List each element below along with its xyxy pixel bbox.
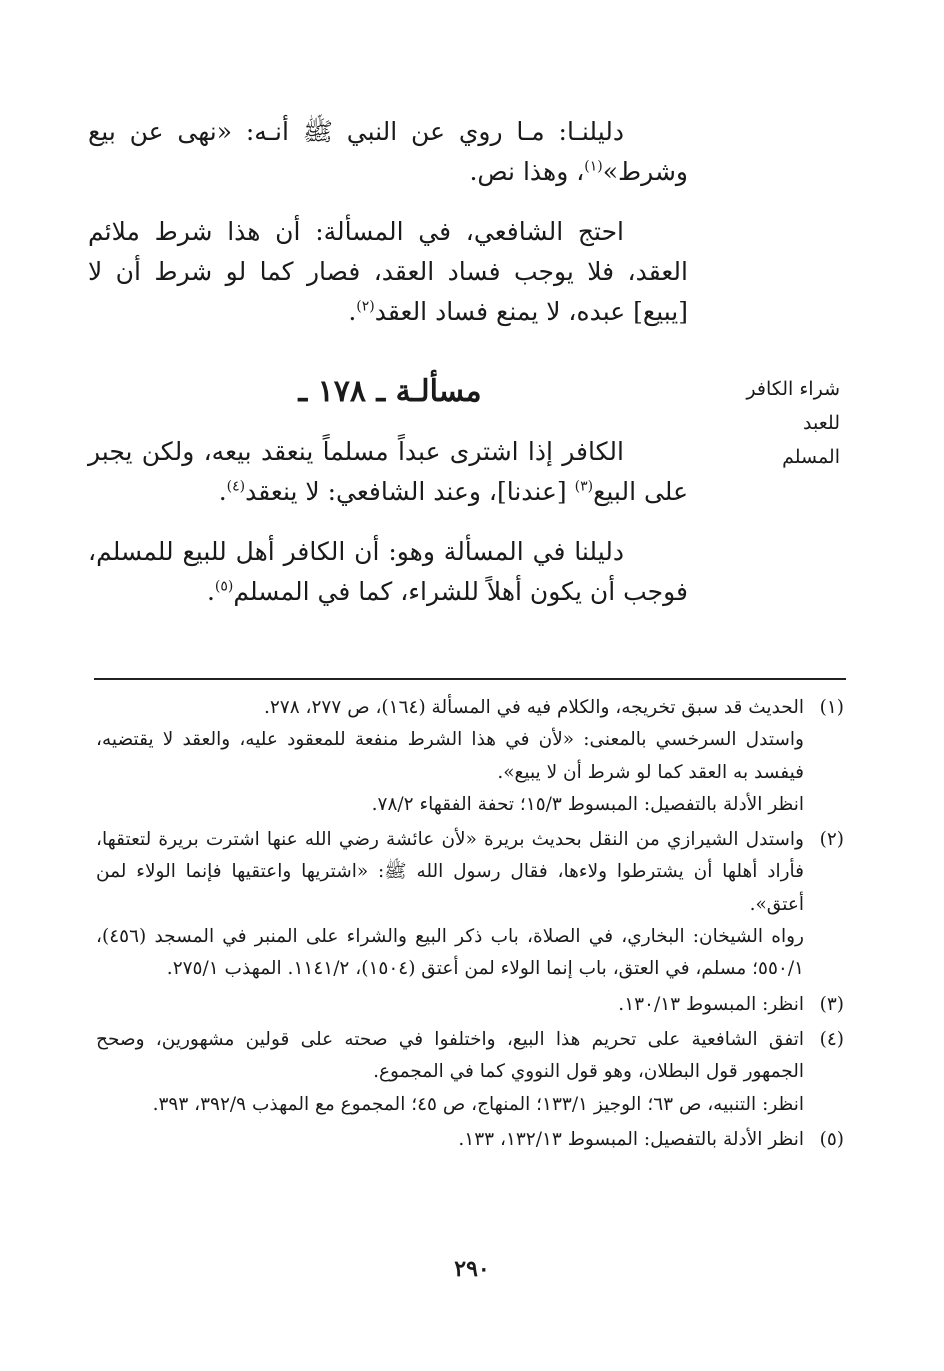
footnote-line: الحديث قد سبق تخريجه، والكلام فيه في المسألة (١٦٤)، ص ٢٧٧، ٢٧٨.	[263, 697, 804, 718]
paragraph-ruling	[88, 432, 688, 512]
footnote-5	[96, 1124, 844, 1156]
footnote-4	[96, 1024, 844, 1121]
paragraph-shafii-argument	[88, 212, 688, 332]
paragraph-text: دليلنا في المسألة وهو: أن الكافر أهل للبيع للمسلم، فوجب أن يكون أهلاً للشراء، كما في المسلم	[88, 537, 688, 606]
paragraph-text: الكافر إذا اشترى عبداً مسلماً ينعقد بيعه، ولكن يجبر على البيع	[88, 437, 688, 506]
paragraph-text-end: .	[218, 477, 227, 506]
footnotes	[96, 692, 844, 1159]
footnote-ref-4[interactable]: (٤)	[226, 478, 246, 495]
footnote-2	[96, 824, 844, 985]
paragraph-text-end: .	[206, 577, 215, 606]
footnote-3	[96, 989, 844, 1021]
footnote-number: (٣)	[819, 993, 844, 1015]
paragraph-text-end: ، وهذا نص.	[469, 157, 585, 186]
issue-heading: مسألـة ـ ١٧٨ ـ	[298, 374, 482, 409]
footnote-line: رواه الشيخان: البخاري، في الصلاة، باب ذكر البيع والشراء على المنبر في المسجد (٤٥٦)، ٥٥٠/١؛ مسلم، في العتق، باب إنما الولاء لمن أعتق (١٥٠٤)، ١١٤١/٢. المهذب ٢٧٥/١.	[96, 926, 804, 980]
footnote-number: (٤)	[819, 1028, 844, 1050]
margin-note: شراء الكافر للعبد المسلم	[746, 378, 840, 468]
footnote-number: (٥)	[819, 1128, 844, 1150]
footnote-number: (٢)	[819, 829, 844, 851]
footnote-ref-3[interactable]: (٣)	[574, 478, 594, 495]
footnote-line: انظر: المبسوط ١٣٠/١٣.	[618, 993, 804, 1015]
paragraph-text-end: .	[348, 297, 357, 326]
paragraph-evidence-2	[88, 532, 688, 612]
paragraph-text: [عندنا]، وعند الشافعي: لا ينعقد	[245, 477, 575, 506]
footnote-ref-1[interactable]: (١)	[584, 158, 603, 175]
footnote-line: اتفق الشافعية على تحريم هذا البيع، واختلفوا في صحته على قولين مشهورين، وصحح الجمهور قول البطلان، وهو قول النووي كما في المجموع.	[96, 1028, 804, 1083]
footnote-ref-5[interactable]: (٥)	[214, 578, 234, 595]
paragraph-our-evidence	[88, 112, 688, 192]
footnote-line: واستدل الشيرازي من النقل بحديث بريرة «لأن عائشة رضي الله عنها اشترت بريرة لتعتقها، فأراد أهلها أن يشترطوا ولاءها، فقال رسول الله ﷺ: «اشتريها واعتقيها فإنما الولاء لمن أعتق».	[96, 829, 804, 915]
footnote-line: انظر الأدلة بالتفصيل: المبسوط ١٣٢/١٣، ١٣٣.	[458, 1128, 804, 1150]
footnote-1	[96, 692, 844, 821]
footnote-line: انظر: التنبيه، ص ٦٣؛ الوجيز ١٣٣/١؛ المنهاج، ص ٤٥؛ المجموع مع المهذب ٣٩٢/٩، ٣٩٣.	[152, 1093, 804, 1115]
footnote-line: واستدل السرخسي بالمعنى: «لأن في هذا الشرط منفعة للمعقود عليه، والعقد لا يقتضيه، فيفسد به العقد كما لو شرط أن لا يبيع».	[96, 729, 804, 783]
paragraph-text: احتج الشافعي، في المسألة: أن هذا شرط ملائم العقد، فلا يوجب فساد العقد، فصار كما لو شرط أن لا [يبيع] عبده، لا يمنع فساد العقد	[88, 217, 688, 326]
page-number: ٢٩٠	[454, 1256, 490, 1282]
footnote-number: (١)	[819, 697, 844, 718]
footnote-ref-2[interactable]: (٢)	[356, 298, 375, 315]
footnote-divider	[94, 678, 846, 680]
paragraph-text: دليلنـا: مـا روي عن النبي ﷺ أنـه: «نهى عن بيع وشرط»	[88, 117, 688, 186]
footnote-line: انظر الأدلة بالتفصيل: المبسوط ١٥/٣؛ تحفة الفقهاء ٧٨/٢.	[371, 793, 804, 815]
